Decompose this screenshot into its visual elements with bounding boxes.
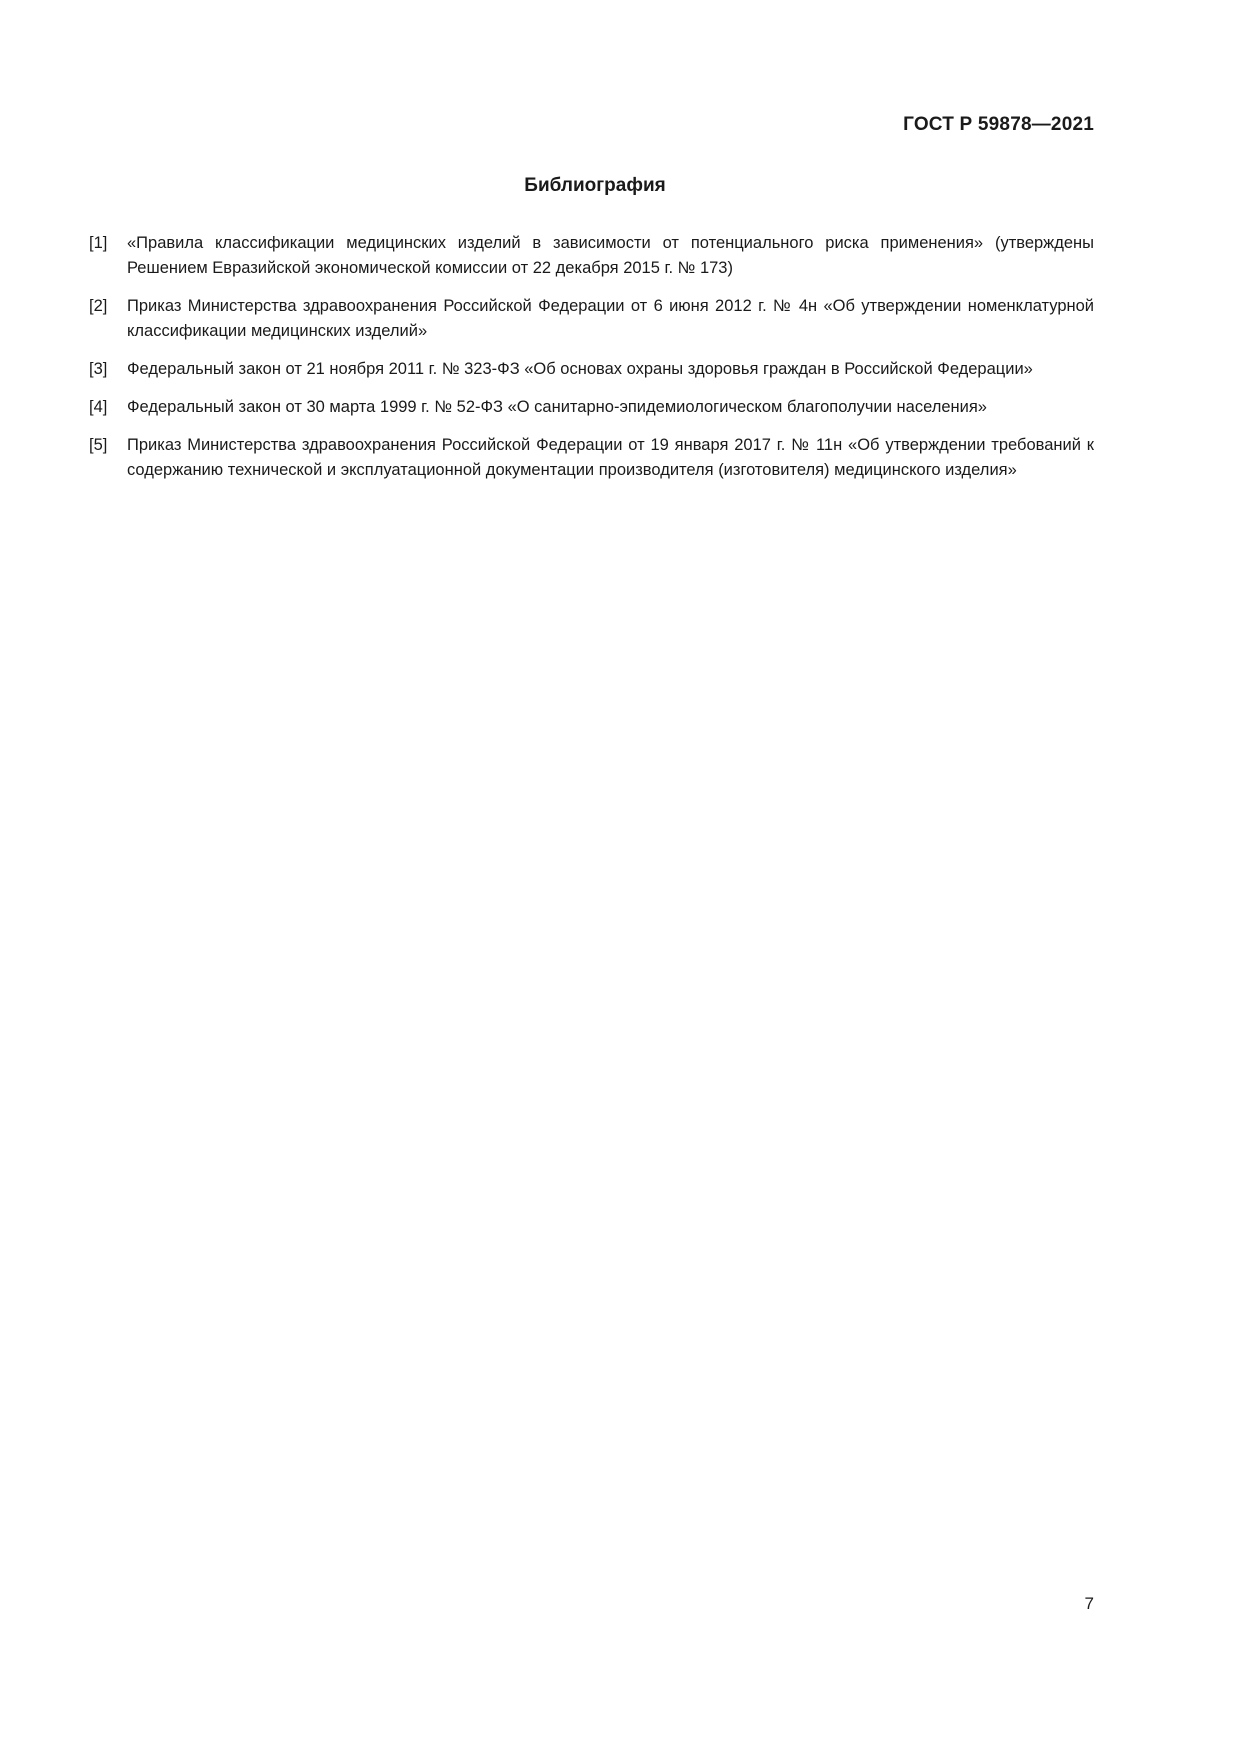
bibliography-number: [5] bbox=[89, 436, 108, 454]
bibliography-number: [3] bbox=[89, 360, 108, 378]
bibliography-text: Федеральный закон от 30 марта 1999 г. № 52-ФЗ «О санитарно-эпидемиологическом благополучии населения» bbox=[127, 398, 987, 416]
bibliography-text: Федеральный закон от 21 ноября 2011 г. № 323-ФЗ «Об основах охраны здоровья граждан в Российской Федерации» bbox=[127, 360, 1033, 378]
section-title: Библиография bbox=[524, 175, 666, 196]
bibliography-text: Приказ Министерства здравоохранения Российской Федерации от 19 января 2017 г. № 11н «Об утверждении требований к содержанию технической и эксплуатационной документации производителя (изготовителя) медицинского изделия» bbox=[127, 436, 1094, 479]
bibliography-list bbox=[89, 231, 1094, 496]
bibliography-text: «Правила классификации медицинских изделий в зависимости от потенциального риска применения» (утверждены Решением Евразийской экономической комиссии от 22 декабря 2015 г. № 173) bbox=[127, 234, 1094, 277]
bibliography-item bbox=[89, 294, 1094, 344]
page-number: 7 bbox=[1084, 1594, 1094, 1613]
bibliography-number: [1] bbox=[89, 234, 108, 252]
bibliography-item bbox=[89, 357, 1094, 382]
document-code: ГОСТ Р 59878—2021 bbox=[903, 114, 1094, 135]
bibliography-item bbox=[89, 231, 1094, 281]
bibliography-number: [4] bbox=[89, 398, 108, 416]
bibliography-item bbox=[89, 433, 1094, 483]
bibliography-text: Приказ Министерства здравоохранения Российской Федерации от 6 июня 2012 г. № 4н «Об утверждении номенклатурной классификации медицинских изделий» bbox=[127, 297, 1094, 340]
bibliography-item bbox=[89, 395, 1094, 420]
bibliography-number: [2] bbox=[89, 297, 108, 315]
